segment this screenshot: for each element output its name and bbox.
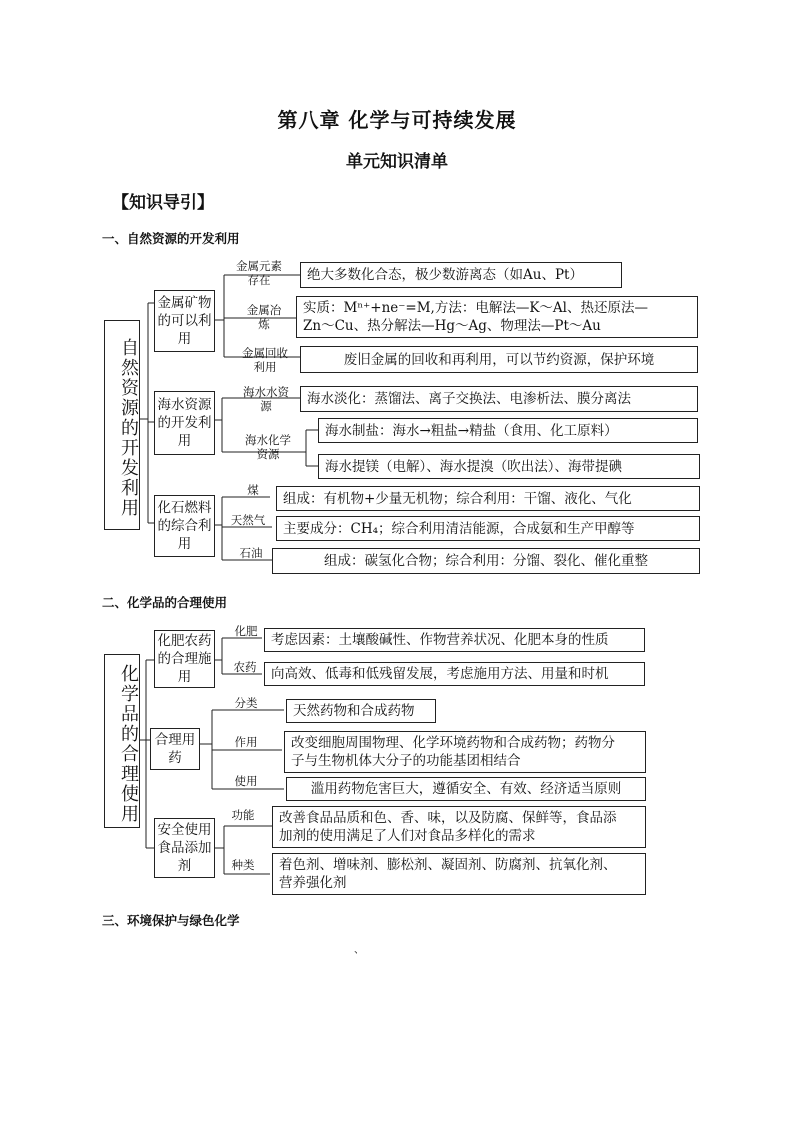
page-subtitle: 单元知识清单 xyxy=(346,152,448,172)
additive-type-line1: 着色剂、增味剂、膨松剂、凝固剂、防腐剂、抗氧化剂、 xyxy=(279,857,617,873)
metal-smelting-label: 金属冶炼 xyxy=(246,303,282,331)
drug-effect-line2: 子与生物机体大分子的功能基团相结合 xyxy=(291,753,521,769)
section-heading-3: 三、环境保护与绿色化学 xyxy=(102,913,240,928)
additive-type-line2: 营养强化剂 xyxy=(279,875,347,891)
petroleum-text: 组成：碳氢化合物；综合利用：分馏、裂化、催化重整 xyxy=(272,548,700,574)
drug-class-label: 分类 xyxy=(234,696,258,710)
additive-type-label: 种类 xyxy=(231,858,255,872)
stray-mark: 、 xyxy=(354,945,364,956)
map1-root-box: 自然资源的开发利用 xyxy=(104,320,140,530)
fertilizer-box: 化肥农药的合理施用 xyxy=(154,630,215,688)
metal-existence-label: 金属元素存在 xyxy=(236,259,282,287)
pesticide-text: 向高效、低毒和低残留发展，考虑施用方法、用量和时机 xyxy=(264,662,645,686)
seawater-box: 海水资源的开发利用 xyxy=(154,391,215,455)
pesticide-label: 农药 xyxy=(233,660,257,674)
drug-effect-text xyxy=(284,731,646,773)
coal-label: 煤 xyxy=(247,483,259,497)
metal-recycle-label: 金属回收利用 xyxy=(242,346,288,374)
seawater-water-text: 海水淡化：蒸馏法、离子交换法、电渗析法、膜分离法 xyxy=(300,386,698,412)
additive-function-label: 功能 xyxy=(231,808,255,822)
section-heading-1: 一、自然资源的开发利用 xyxy=(102,231,240,246)
knowledge-guide-heading: 【知识导引】 xyxy=(112,193,214,213)
seawater-water-label: 海水水资源 xyxy=(243,385,289,413)
metal-smelting-line1: 实质：Mⁿ⁺+ne⁻=M,方法：电解法—K～Al、热还原法— xyxy=(303,300,648,316)
fertilizer-label: 化肥 xyxy=(234,624,258,638)
map2-root-box: 化学品的合理使用 xyxy=(104,654,140,828)
metal-existence-text: 绝大多数化合态，极少数游离态（如Au、Pt） xyxy=(300,262,622,288)
fertilizer-text: 考虑因素：土壤酸碱性、作物营养状况、化肥本身的性质 xyxy=(264,628,645,652)
petroleum-label: 石油 xyxy=(239,546,263,560)
additive-type-text xyxy=(272,853,646,895)
section-heading-2: 二、化学品的合理使用 xyxy=(102,595,228,610)
natural-gas-text: 主要成分：CH₄；综合利用清洁能源，合成氨和生产甲醇等 xyxy=(276,516,700,541)
natural-gas-label: 天然气 xyxy=(230,513,266,527)
drug-effect-label: 作用 xyxy=(234,735,258,749)
metal-smelting-line2: Zn～Cu、热分解法—Hg～Ag、物理法—Pt～Au xyxy=(303,318,601,334)
metal-recycle-text: 废旧金属的回收和再利用，可以节约资源，保护环境 xyxy=(300,346,698,373)
additive-function-line2: 加剂的使用满足了人们对食品多样化的需求 xyxy=(279,828,536,844)
seawater-extraction-text: 海水提镁（电解）、海水提溴（吹出法）、海带提碘 xyxy=(318,454,700,479)
page-title: 第八章 化学与可持续发展 xyxy=(277,108,517,132)
drug-effect-line1: 改变细胞周围物理、化学环境药物和合成药物；药物分 xyxy=(291,735,615,751)
coal-text: 组成：有机物+少量无机物；综合利用：干馏、液化、气化 xyxy=(276,486,700,511)
fossil-fuel-box: 化石燃料的综合利用 xyxy=(154,495,215,557)
seawater-salt-text: 海水制盐：海水→粗盐→精盐（食用、化工原料） xyxy=(318,418,698,443)
drug-usage-text: 滥用药物危害巨大，遵循安全、有效、经济适当原则 xyxy=(286,777,646,801)
metal-smelting-text xyxy=(296,296,698,338)
food-additive-box: 安全使用食品添加剂 xyxy=(154,818,215,878)
additive-function-text xyxy=(272,806,646,848)
metal-ore-box: 金属矿物的可以利用 xyxy=(154,290,215,352)
seawater-chem-label: 海水化学资源 xyxy=(245,433,291,461)
drug-usage-label: 使用 xyxy=(234,774,258,788)
medicine-box: 合理用药 xyxy=(150,728,200,770)
additive-function-line1: 改善食品品质和色、香、味，以及防腐、保鲜等，食品添 xyxy=(279,810,617,826)
drug-class-text: 天然药物和合成药物 xyxy=(286,699,436,723)
